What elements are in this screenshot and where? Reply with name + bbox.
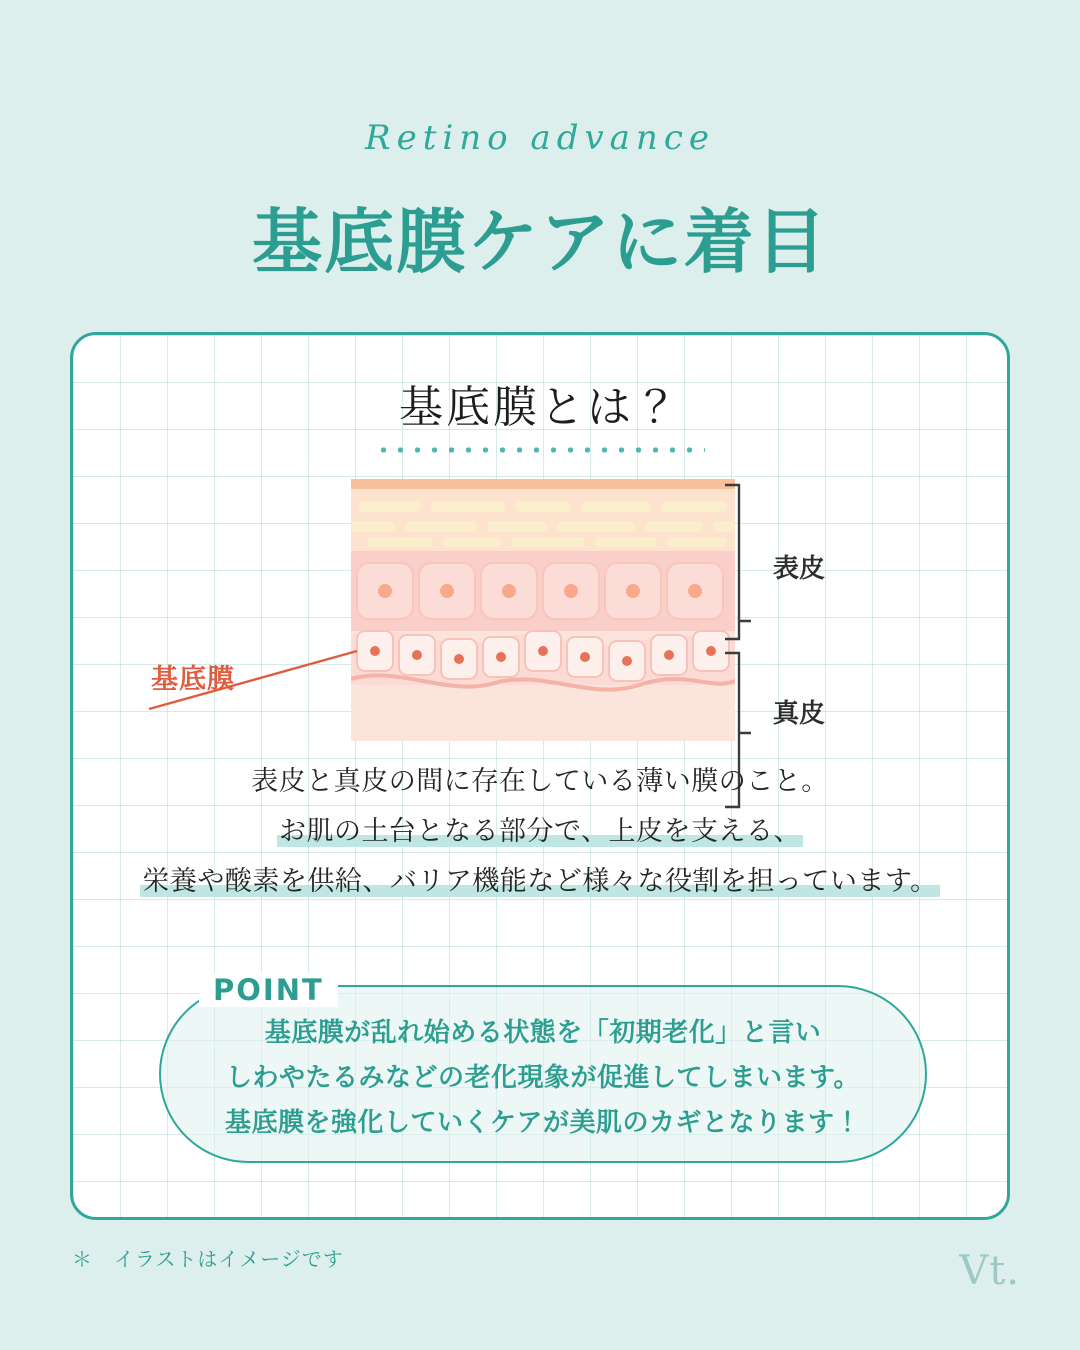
footnote: ＊ イラストはイメージです — [72, 1247, 344, 1271]
skin-cross-section-diagram — [351, 479, 735, 739]
point-text — [159, 1011, 927, 1146]
point-line-2: しわやたるみなどの老化現象が促進してしまいます。 — [226, 1063, 860, 1093]
description-text — [73, 757, 1007, 907]
label-epidermis: 表皮 — [773, 554, 826, 584]
description-line-2: お肌の土台となる部分で、上皮を支える、 — [279, 816, 801, 847]
card-title: 基底膜とは？ — [399, 382, 681, 433]
info-card — [70, 332, 1010, 1220]
page-title: 基底膜ケアに着目 — [252, 201, 828, 283]
point-line-3: 基底膜を強化していくケアが美肌のカギとなります！ — [224, 1108, 861, 1138]
point-line-1: 基底膜が乱れ始める状態を「初期老化」と言い — [264, 1018, 822, 1048]
dotted-divider — [375, 447, 705, 453]
description-line-1: 表皮と真皮の間に存在している薄い膜のこと。 — [251, 766, 829, 797]
point-label: POINT — [199, 973, 338, 1007]
label-basement-membrane: 基底膜 — [151, 664, 235, 695]
label-dermis: 真皮 — [773, 699, 826, 729]
brand-logo: Vt. — [959, 1248, 1020, 1294]
script-subtitle: Retino advance — [364, 118, 715, 158]
description-line-3: 栄養や酸素を供給、バリア機能など様々な役割を担っています。 — [142, 866, 938, 897]
